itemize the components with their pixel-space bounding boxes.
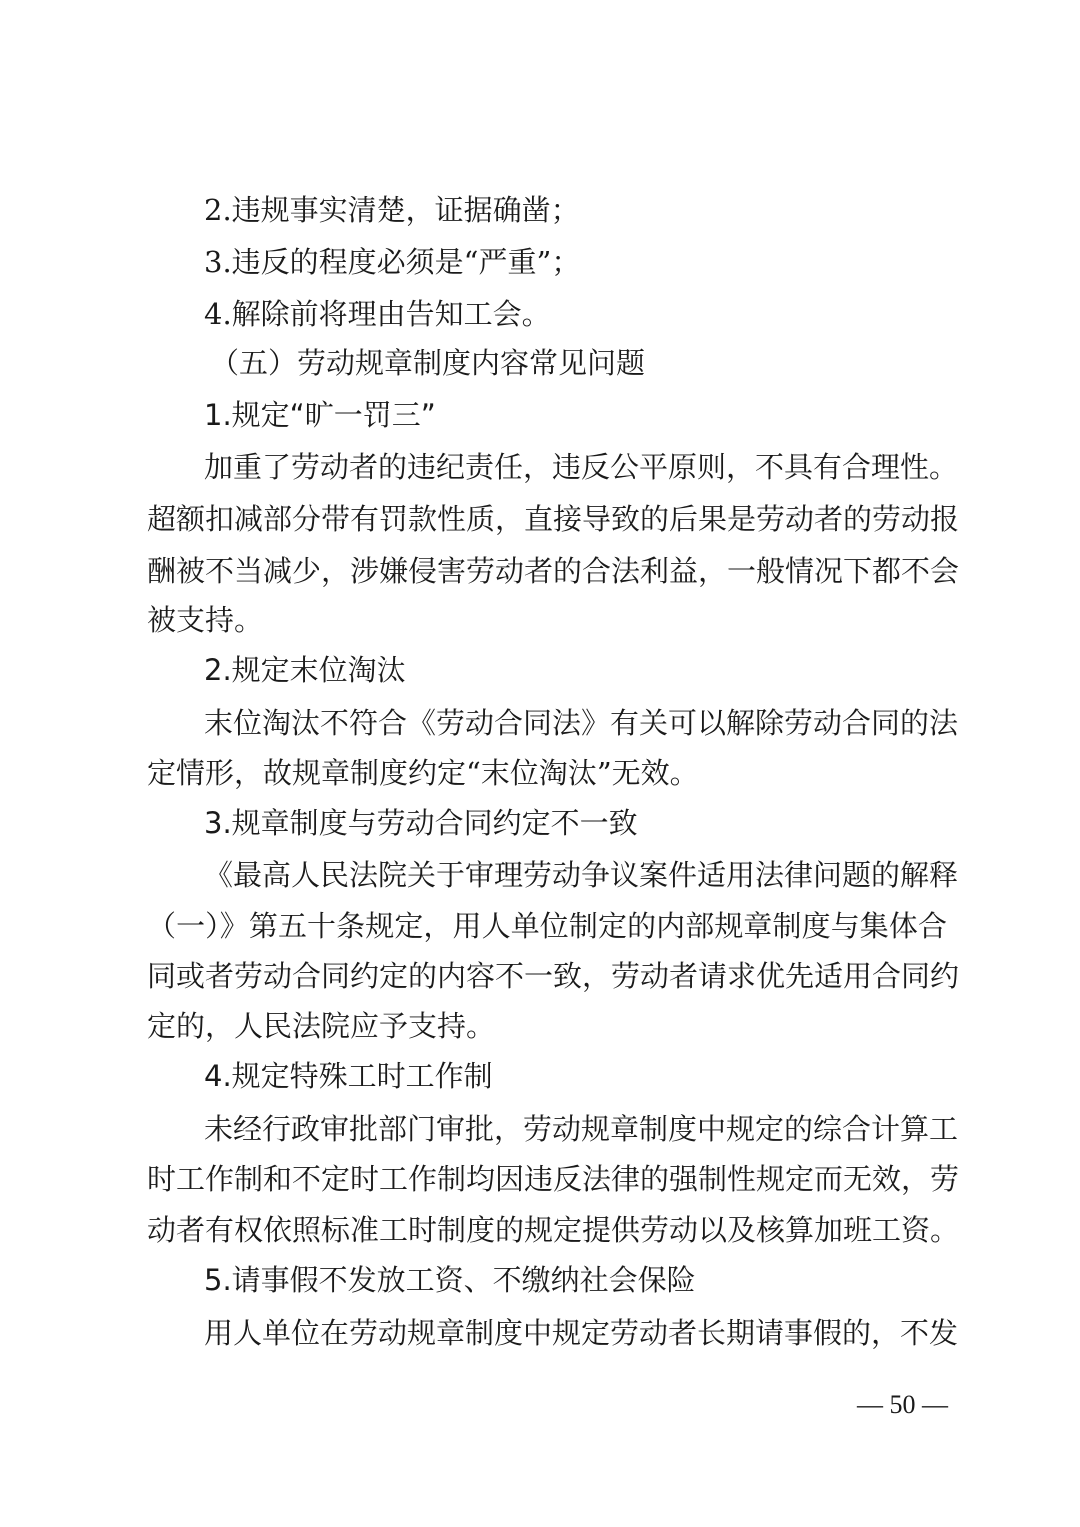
subheading-3: 3.规章制度与劳动合同约定不一致 (204, 806, 638, 840)
paragraph-line: （一）》第五十条规定，用人单位制定的内部规章制度与集体合 (147, 909, 947, 943)
subheading-2: 2.规定末位淘汰 (204, 653, 406, 687)
subheading-5: 5.请事假不发放工资、不缴纳社会保险 (204, 1263, 696, 1297)
subheading-1: 1.规定“旷一罚三” (204, 398, 436, 432)
paragraph-line: 未经行政审批部门审批，劳动规章制度中规定的综合计算工 (204, 1112, 959, 1146)
list-item-2: 2.违规事实清楚，证据确凿； (204, 193, 580, 227)
page-number: — 50 — (857, 1390, 948, 1419)
paragraph-line: 用人单位在劳动规章制度中规定劳动者长期请事假的，不发 (204, 1316, 959, 1350)
paragraph-line: 《最高人民法院关于审理劳动争议案件适用法律问题的解释 (204, 858, 959, 892)
paragraph-line: 末位淘汰不符合《劳动合同法》有关可以解除劳动合同的法 (204, 706, 959, 740)
paragraph-line: 同或者劳动合同约定的内容不一致，劳动者请求优先适用合同约 (147, 959, 960, 993)
section-heading: （五）劳动规章制度内容常见问题 (210, 346, 646, 380)
paragraph-line: 加重了劳动者的违纪责任，违反公平原则，不具有合理性。 (204, 450, 959, 484)
paragraph-line: 动者有权依照标准工时制度的规定提供劳动以及核算加班工资。 (147, 1213, 960, 1247)
paragraph-line: 超额扣减部分带有罚款性质，直接导致的后果是劳动者的劳动报 (147, 502, 960, 536)
list-item-3: 3.违反的程度必须是“严重”； (204, 245, 581, 279)
paragraph-line: 酬被不当减少，涉嫌侵害劳动者的合法利益，一般情况下都不会 (147, 554, 960, 588)
paragraph-line: 定情形，故规章制度约定“末位淘汰”无效。 (147, 756, 699, 790)
subheading-4: 4.规定特殊工时工作制 (204, 1059, 493, 1093)
paragraph-line: 被支持。 (147, 603, 264, 637)
list-item-4: 4.解除前将理由告知工会。 (204, 297, 551, 331)
paragraph-line: 时工作制和不定时工作制均因违反法律的强制性规定而无效，劳 (147, 1162, 960, 1196)
paragraph-line: 定的，人民法院应予支持。 (147, 1009, 496, 1043)
